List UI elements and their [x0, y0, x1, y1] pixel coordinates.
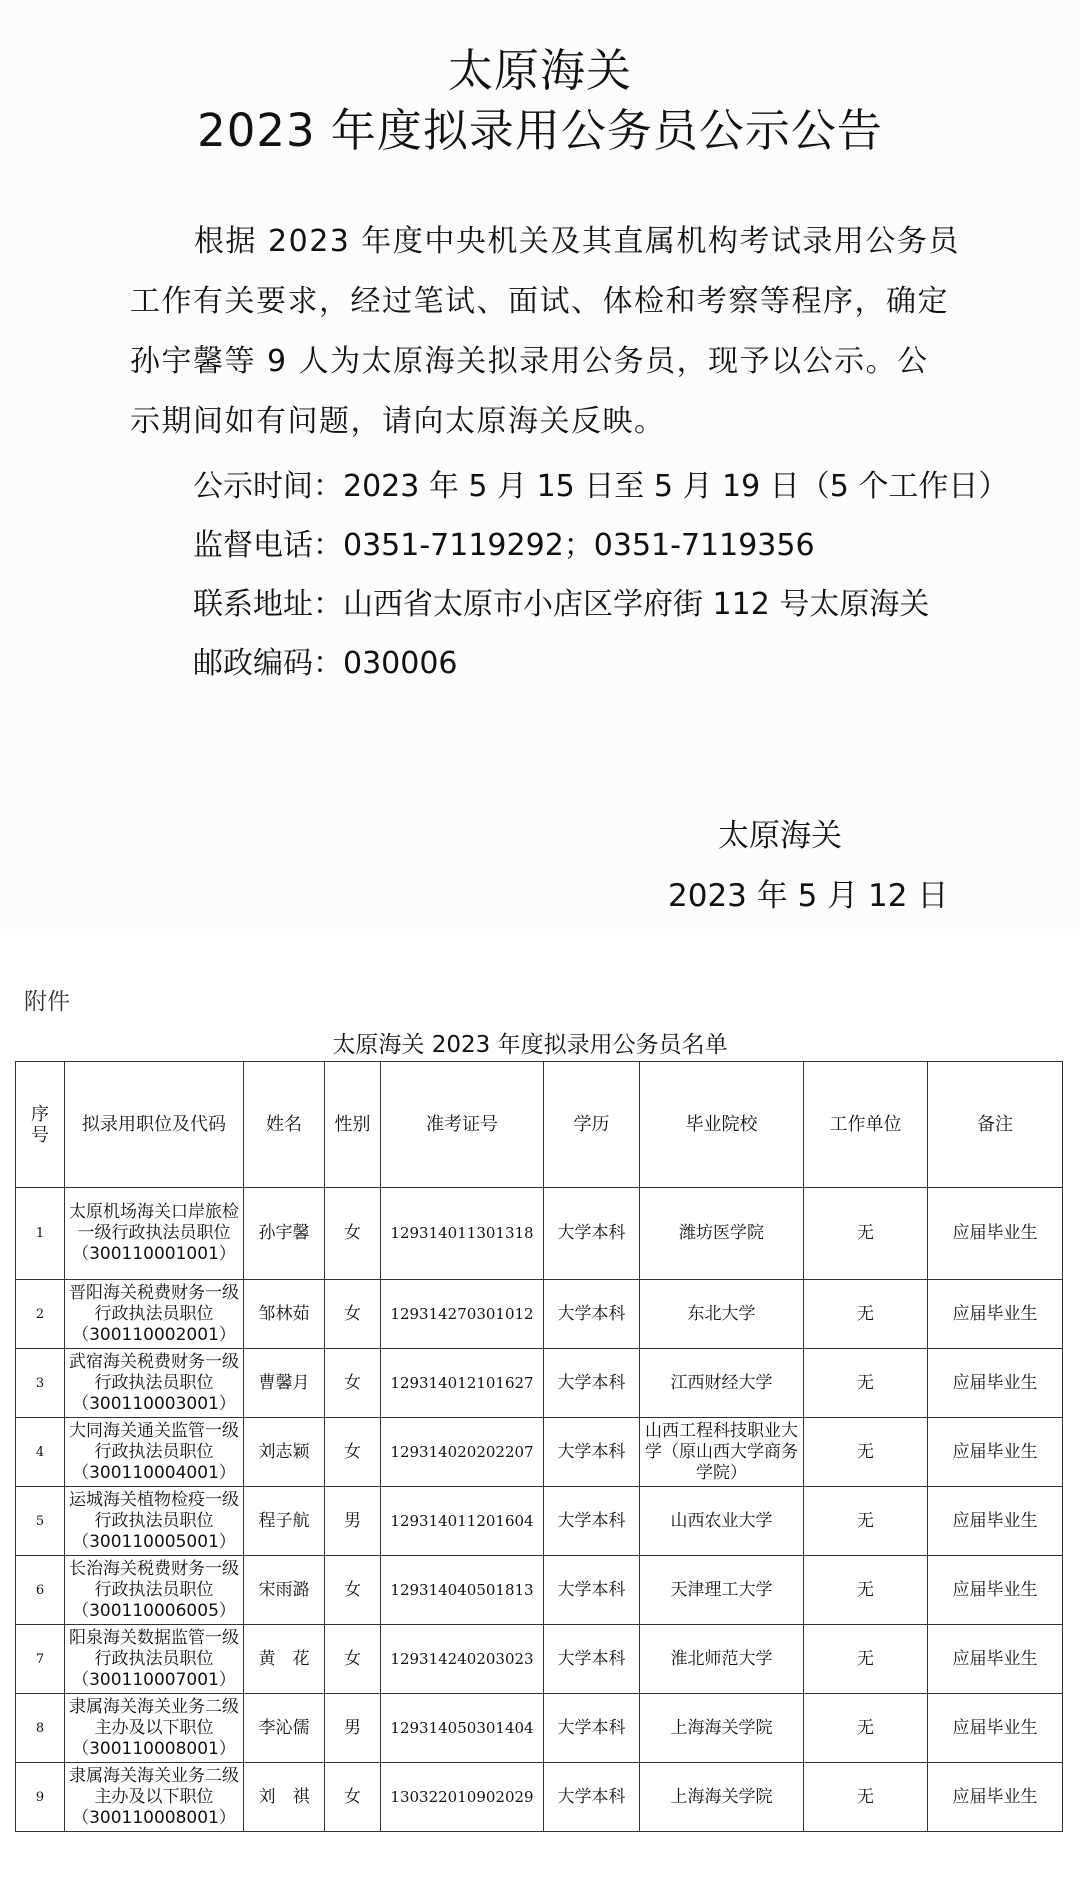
- page-title: 2023 年度拟录用公务员公示公告: [197, 104, 883, 157]
- header-cell: 学历: [544, 1062, 640, 1188]
- cell-position: 阳泉海关数据监管一级行政执法员职位（300110007001）: [65, 1625, 244, 1694]
- cell-position: 隶属海关海关业务二级主办及以下职位（300110008001）: [65, 1694, 244, 1763]
- cell-no: 5: [16, 1487, 65, 1556]
- announcement-body: 根据 2023 年度中央机关及其直属机构考试录用公务员工作有关要求，经过笔试、面试、体检和考察等程序，确定孙宇馨等 9 人为太原海关拟录用公务员，现予以公示。公示期间如有问题，请向太原海关反映。: [130, 224, 960, 439]
- supervision-phone: 监督电话：0351-7119292；0351-7119356: [193, 528, 815, 563]
- cell-exam-id: 129314011201604: [381, 1487, 544, 1556]
- cell-exam-id: 129314240203023: [381, 1625, 544, 1694]
- cell-no: 4: [16, 1418, 65, 1487]
- table-row: [16, 1625, 1063, 1694]
- cell-position: 长治海关税费财务一级行政执法员职位（300110006005）: [65, 1556, 244, 1625]
- table-row: [16, 1694, 1063, 1763]
- cell-no: 6: [16, 1556, 65, 1625]
- cell-school: 东北大学: [640, 1280, 804, 1349]
- cell-note: 应届毕业生: [928, 1280, 1063, 1349]
- header-cell: 姓名: [244, 1062, 325, 1188]
- cell-name: 宋雨潞: [244, 1556, 325, 1625]
- cell-education: 大学本科: [544, 1280, 640, 1349]
- announcement-page: [0, 0, 1080, 935]
- header-cell: 备注: [928, 1062, 1063, 1188]
- cell-note: 应届毕业生: [928, 1694, 1063, 1763]
- cell-note: 应届毕业生: [928, 1487, 1063, 1556]
- cell-note: 应届毕业生: [928, 1763, 1063, 1832]
- cell-gender: 女: [325, 1188, 381, 1280]
- publicity-period: 公示时间：2023 年 5 月 15 日至 5 月 19 日（5 个工作日）: [193, 469, 1009, 504]
- cell-exam-id: 129314270301012: [381, 1280, 544, 1349]
- table-row: [16, 1418, 1063, 1487]
- cell-education: 大学本科: [544, 1694, 640, 1763]
- cell-education: 大学本科: [544, 1487, 640, 1556]
- table-row: [16, 1188, 1063, 1280]
- cell-employer: 无: [804, 1694, 928, 1763]
- cell-employer: 无: [804, 1280, 928, 1349]
- postal-code: 邮政编码：030006: [193, 646, 458, 681]
- cell-employer: 无: [804, 1763, 928, 1832]
- cell-name: 刘志颖: [244, 1418, 325, 1487]
- table-row: [16, 1280, 1063, 1349]
- cell-note: 应届毕业生: [928, 1188, 1063, 1280]
- cell-exam-id: 130322010902029: [381, 1763, 544, 1832]
- cell-name: 程子航: [244, 1487, 325, 1556]
- cell-employer: 无: [804, 1487, 928, 1556]
- roster-table: [15, 1061, 1063, 1832]
- cell-no: 1: [16, 1188, 65, 1280]
- header-cell: 准考证号: [381, 1062, 544, 1188]
- cell-position: 武宿海关税费财务一级行政执法员职位（300110003001）: [65, 1349, 244, 1418]
- header-cell: 性别: [325, 1062, 381, 1188]
- cell-employer: 无: [804, 1625, 928, 1694]
- cell-gender: 男: [325, 1694, 381, 1763]
- cell-school: 山西农业大学: [640, 1487, 804, 1556]
- cell-school: 山西工程科技职业大学（原山西大学商务学院）: [640, 1418, 804, 1487]
- contact-address: 联系地址：山西省太原市小店区学府街 112 号太原海关: [193, 587, 930, 622]
- cell-note: 应届毕业生: [928, 1625, 1063, 1694]
- cell-gender: 女: [325, 1349, 381, 1418]
- signature-date: 2023 年 5 月 12 日: [668, 878, 949, 914]
- cell-no: 2: [16, 1280, 65, 1349]
- cell-education: 大学本科: [544, 1188, 640, 1280]
- cell-note: 应届毕业生: [928, 1349, 1063, 1418]
- cell-school: 上海海关学院: [640, 1763, 804, 1832]
- cell-employer: 无: [804, 1418, 928, 1487]
- cell-no: 9: [16, 1763, 65, 1832]
- cell-position: 大同海关通关监管一级行政执法员职位（300110004001）: [65, 1418, 244, 1487]
- cell-position: 运城海关植物检疫一级行政执法员职位（300110005001）: [65, 1487, 244, 1556]
- table-header-row: [16, 1062, 1063, 1188]
- table-row: [16, 1487, 1063, 1556]
- page-title-org: 太原海关: [447, 44, 632, 97]
- signature-org: 太原海关: [718, 818, 842, 854]
- cell-exam-id: 129314050301404: [381, 1694, 544, 1763]
- cell-education: 大学本科: [544, 1556, 640, 1625]
- header-cell: 工作单位: [804, 1062, 928, 1188]
- cell-gender: 男: [325, 1487, 381, 1556]
- cell-education: 大学本科: [544, 1625, 640, 1694]
- cell-employer: 无: [804, 1188, 928, 1280]
- cell-exam-id: 129314020202207: [381, 1418, 544, 1487]
- table-title: 太原海关 2023 年度拟录用公务员名单: [332, 1032, 728, 1058]
- header-cell: 毕业院校: [640, 1062, 804, 1188]
- cell-school: 潍坊医学院: [640, 1188, 804, 1280]
- cell-note: 应届毕业生: [928, 1556, 1063, 1625]
- cell-exam-id: 129314011301318: [381, 1188, 544, 1280]
- cell-school: 淮北师范大学: [640, 1625, 804, 1694]
- cell-employer: 无: [804, 1556, 928, 1625]
- header-cell: 序号: [16, 1062, 65, 1188]
- cell-employer: 无: [804, 1349, 928, 1418]
- cell-name: 李沁儒: [244, 1694, 325, 1763]
- cell-education: 大学本科: [544, 1418, 640, 1487]
- table-row: [16, 1349, 1063, 1418]
- cell-note: 应届毕业生: [928, 1418, 1063, 1487]
- cell-position: 太原机场海关口岸旅检一级行政执法员职位（300110001001）: [65, 1188, 244, 1280]
- cell-gender: 女: [325, 1280, 381, 1349]
- cell-no: 3: [16, 1349, 65, 1418]
- cell-exam-id: 129314012101627: [381, 1349, 544, 1418]
- cell-position: 隶属海关海关业务二级主办及以下职位（300110008001）: [65, 1763, 244, 1832]
- cell-school: 江西财经大学: [640, 1349, 804, 1418]
- cell-name: 邹林茹: [244, 1280, 325, 1349]
- cell-gender: 女: [325, 1625, 381, 1694]
- cell-education: 大学本科: [544, 1763, 640, 1832]
- cell-name: 黄 花: [244, 1625, 325, 1694]
- cell-exam-id: 129314040501813: [381, 1556, 544, 1625]
- cell-name: 刘 祺: [244, 1763, 325, 1832]
- cell-position: 晋阳海关税费财务一级行政执法员职位（300110002001）: [65, 1280, 244, 1349]
- cell-gender: 女: [325, 1763, 381, 1832]
- table-row: [16, 1763, 1063, 1832]
- cell-education: 大学本科: [544, 1349, 640, 1418]
- header-cell: 拟录用职位及代码: [65, 1062, 244, 1188]
- cell-no: 7: [16, 1625, 65, 1694]
- cell-gender: 女: [325, 1418, 381, 1487]
- cell-name: 孙宇馨: [244, 1188, 325, 1280]
- cell-gender: 女: [325, 1556, 381, 1625]
- cell-name: 曹馨月: [244, 1349, 325, 1418]
- table-row: [16, 1556, 1063, 1625]
- cell-no: 8: [16, 1694, 65, 1763]
- cell-school: 上海海关学院: [640, 1694, 804, 1763]
- cell-school: 天津理工大学: [640, 1556, 804, 1625]
- attachment-label: 附件: [24, 989, 70, 1015]
